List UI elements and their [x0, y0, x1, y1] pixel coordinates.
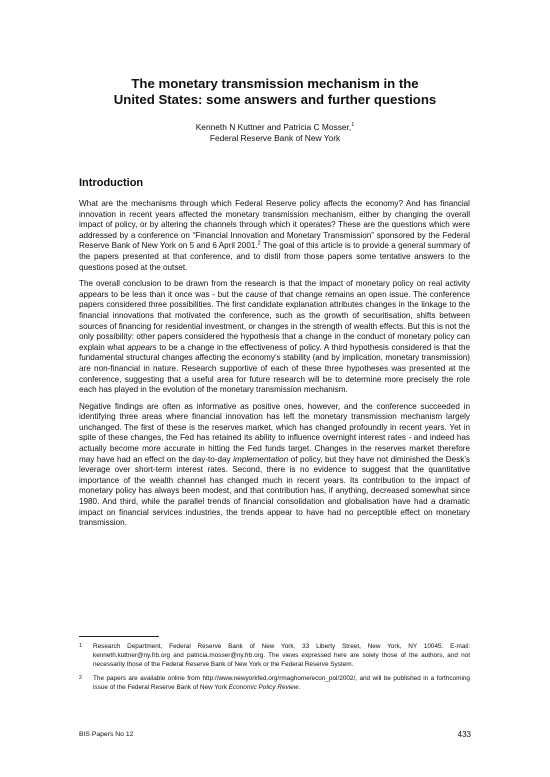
page-number: 433 — [457, 730, 471, 739]
footnote-ref-1[interactable]: 1 — [351, 122, 355, 129]
paragraph-2-emphasis-appears: appears — [127, 342, 157, 352]
author-names-text: Kenneth N Kuttner and Patricia C Mosser, — [195, 122, 352, 132]
footnote-2-journal: Economic Policy Review — [228, 684, 299, 691]
title-line-2: United States: some answers and further questions — [113, 92, 437, 107]
footnote-1-number: 1 — [79, 643, 83, 649]
paragraph-2-text-b: of that change remains an open issue. The conference papers considered three possibilities. The first candidate explanation attributes changes in the linkage to the financial innovations that motivated the conference, such as the growth of securitisation, shifts between sources of financing for residential investment, or changes in the strength of wealth effects. But this is not the only possibility: other papers considered the hypothesis that a change in the conduct of monetary policy can explain what — [79, 289, 470, 352]
title-line-1: The monetary transmission mechanism in the — [131, 76, 419, 91]
paragraph-3-text-a: Negative findings are often as informative as positive ones, however, and the conference succeeded in identifying three areas where financial innovation has left the monetary transmission mechanism largely unchanged. The first of these is the reserves market, which has changed profoundly in recent years. Yet in spite of these changes, the Fed has retained its ability to influence overnight interest rates - and indeed has actually become more accurate in hitting the Fed funds target. Changes in the reserves market therefore may have had an effect on the day-to-day — [79, 401, 470, 464]
paragraph-3-text-b: of policy, but they have not diminished the Desk’s leverage over short-term interest rates. Second, there is no evidence to suggest that the quantitative importance of the wealth channel has changed much in recent years. Its contribution to the impact of monetary policy has always been modest, and that contribution has, if anything, decreased somewhat since 1980. And third, while the parallel trends of financial consolidation and globalisation have had a dramatic impact on financial services industries, the trends appear to have had no perceptible effect on monetary transmission. — [79, 454, 470, 528]
footnote-divider — [79, 636, 159, 637]
paragraph-2-text-a: The overall conclusion to be drawn from the research is that the impact of monetary policy on real activity appears to be less than it once was - but the — [79, 279, 470, 299]
footnote-2-number: 2 — [79, 675, 83, 681]
paragraph-3 — [79, 402, 470, 529]
paragraph-2-text-c: to be a change in the effectiveness of policy. A third hypothesis considered is that the fundamental structural changes affecting the economy’s stability (and by implication, monetary transmission) are non-financial in nature. Research supportive of each of these three hypotheses was presented at the conference, suggesting that a useful area for future research will be to determine more precisely the role each has played in the evolution of the monetary transmission mechanism. — [79, 342, 470, 395]
paragraph-1-text-a: What are the mechanisms through which Federal Reserve policy affects the economy? And has financial innovation in recent years affected the monetary transmission mechanism, either by changing the overall impact of policy, or by altering the channels through which it operates? These are the questions which were addressed by a conference on “Financial Innovation and Monetary Transmission” sponsored by the Federal Reserve Bank of New York on 5 and 6 April 2001. — [79, 199, 470, 251]
paragraph-3-emphasis-implementation: implementation — [233, 454, 289, 464]
footnotes — [79, 642, 470, 697]
paragraph-2 — [79, 279, 470, 396]
footnote-2-text-a: The papers are available online from http://www.newyorkfed.org/rmaghome/econ_pol/2002/, and will be published in a forthcoming issue of the Federal Reserve Bank of New York — [93, 675, 470, 691]
author-affiliation: Federal Reserve Bank of New York — [209, 133, 341, 143]
footer-publication: BIS Papers No 12 — [79, 731, 134, 738]
footnote-2-text-b: . — [298, 684, 301, 691]
footnote-1 — [79, 642, 470, 669]
footnote-1-text: Research Department, Federal Reserve Bank of New York, 33 Liberty Street, New York, NY 10045. E-mail: kenneth.kuttner@ny.frb.org and patricia.mosser@ny.frb.org. The views expressed here are solely those of the authors, and not necessarily those of the Federal Reserve Bank of New York or the Federal Reserve System. — [93, 643, 470, 668]
author-block — [60, 122, 490, 144]
paragraph-1-text-b: The goal of this article is to provide a general summary of the papers presented at that conference, and to distil from those papers some tentative answers to the questions posed at the outset. — [79, 241, 470, 272]
section-heading: Introduction — [79, 177, 144, 189]
paragraph-2-emphasis-cause: cause — [245, 289, 268, 299]
paragraph-1 — [79, 199, 470, 273]
footnote-2 — [79, 674, 470, 692]
body-text — [79, 199, 470, 535]
author-names — [60, 122, 490, 133]
footnote-ref-2[interactable]: 2 — [257, 240, 261, 247]
paper-title — [60, 76, 490, 108]
